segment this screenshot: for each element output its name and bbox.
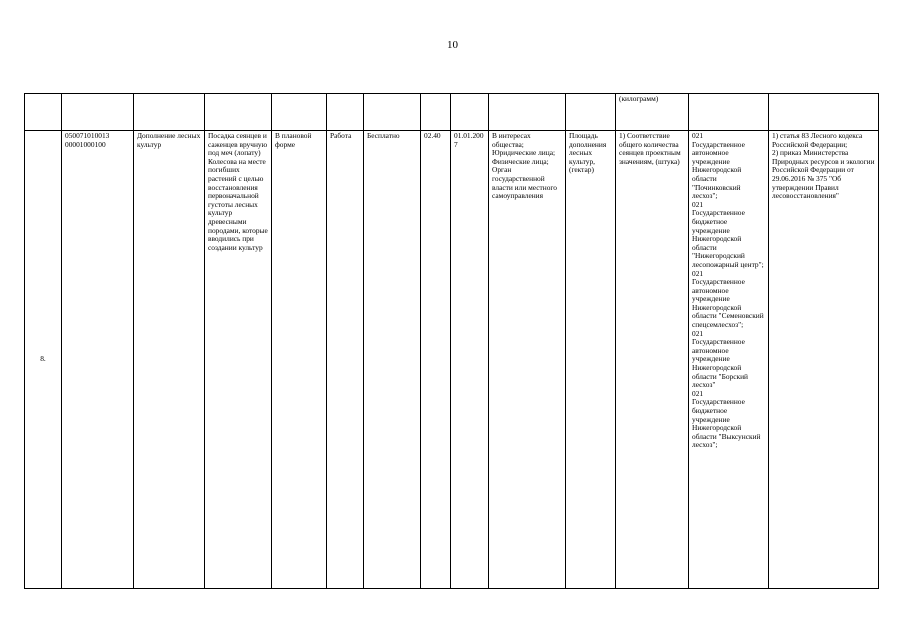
- top-cell: [205, 94, 272, 131]
- start-date: 01.01.2007: [451, 131, 489, 589]
- okved-code: 02.40: [421, 131, 451, 589]
- table-row: [25, 131, 879, 589]
- top-cell: [421, 94, 451, 131]
- consumer-categories: В интересах общества; Юридические лица; Физические лица; Орган государственной власти или местного самоуправления: [489, 131, 566, 589]
- top-cell: [489, 94, 566, 131]
- top-cell: [769, 94, 879, 131]
- service-name: Дополнение лесных культур: [134, 131, 205, 589]
- service-description: Посадка сеянцев и саженцев вручную под меч (лопату) Колесова на месте погибших растений с целью восстановления первоначальной густоты лесных культур древесными породами, которые вводились при создании культур: [205, 131, 272, 589]
- top-cell: [364, 94, 421, 131]
- payment-type: Бесплатно: [364, 131, 421, 589]
- top-cell: [25, 94, 62, 131]
- row-number: 8.: [25, 131, 62, 589]
- service-type: Работа: [327, 131, 364, 589]
- registry-code: 050071010013 00001000100: [62, 131, 134, 589]
- top-cell-unit: (килограмм): [616, 94, 689, 131]
- top-cell: [566, 94, 616, 131]
- top-cell: [451, 94, 489, 131]
- top-cell: [62, 94, 134, 131]
- top-cell: [134, 94, 205, 131]
- institutions-list: 021 Государственное автономное учреждение Нижегородской области "Починковский лесхоз"; 021 Государственное бюджетное учреждение Нижегородской области "Нижегородский лесопожарный центр"; 021 Государственное автономное учреждение Нижегородской области "Семеновский спецсемлесхоз"; 021 Государственное автономное учреждение Нижегородской области "Борский лесхоз" 021 Государственное бюджетное учреждение Нижегородской области "Выксунский лесхоз";: [689, 131, 769, 589]
- top-cell: [689, 94, 769, 131]
- top-cell: [272, 94, 327, 131]
- top-cell: [327, 94, 364, 131]
- provision-form: В плановой форме: [272, 131, 327, 589]
- quality-indicator: 1) Соответствие общего количества сеянцев проектным значениям, (штука): [616, 131, 689, 589]
- header-row: [25, 94, 879, 131]
- legal-basis: 1) статья 83 Лесного кодекса Российской Федерации; 2) приказ Министерства Природных ресурсов и экологии Российской Федерации от 29.06.2016 № 375 "Об утверждении Правил лесовосстановления": [769, 131, 879, 589]
- volume-indicator: Площадь дополнения лесных культур, (гектар): [566, 131, 616, 589]
- page-number: 10: [447, 39, 458, 51]
- services-table: [24, 93, 879, 589]
